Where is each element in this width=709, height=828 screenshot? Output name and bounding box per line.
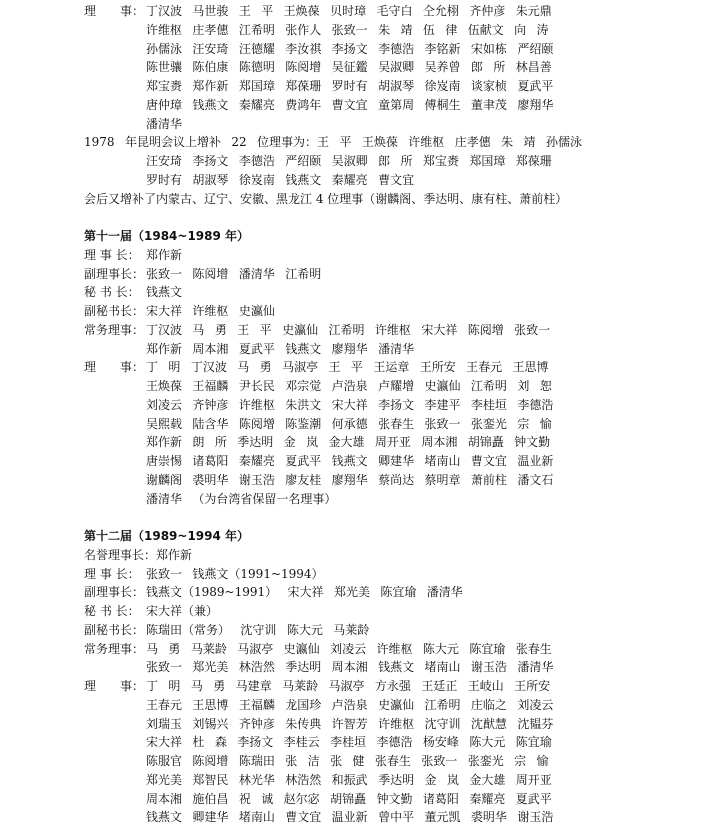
officer-row [84, 546, 694, 565]
standing-council-label: 常务理事： [84, 322, 145, 337]
session-12-heading: 第十二届（1989~1994 年） [84, 529, 250, 543]
standing-council-row [84, 321, 694, 340]
council-label: 理 事： [84, 360, 145, 375]
council-names-line: 王焕葆 王福麟 尹长民 邓宗觉 卢浩泉 卢耀增 史瀛仙 江希明 刘 恕 [146, 379, 552, 393]
officer-row [84, 265, 694, 284]
council-names-line: 陈服官 陈阅增 陈瑞田 张 洁 张 健 张春生 张致一 张銮光 宗 愉 [146, 754, 549, 768]
council-names-line: 许维枢 庄孝僡 江希明 张作人 张致一 朱 靖 伍 律 伍献文 向 涛 [146, 22, 549, 37]
officer-names: 钱燕文 [146, 285, 183, 300]
officer-row [84, 565, 694, 584]
standing-council-names-line: 马 勇 马莱龄 马淑亭 史瀛仙 刘凌云 许维枢 陈大元 陈宜瑜 张春生 [146, 641, 552, 656]
officer-row [84, 246, 694, 265]
council-names-line: 吴熙载 陆含华 陈阅增 陈鉴潮 何承德 张春生 张致一 张銮光 宗 愉 [146, 416, 552, 431]
council-names-line: 谢麟阁 裘明华 谢玉浩 廖友桂 廖翔华 蔡尚达 蔡明章 萧前柱 潘文石 [146, 472, 554, 487]
council-names-line: 刘瑞玉 刘锡兴 齐钟彦 朱传典 许智芳 许维枢 沈守训 沈猷慧 沈韫芬 [146, 716, 554, 731]
standing-council-label: 常务理事： [84, 641, 145, 656]
council-names-line: 周本湘 施伯昌 祝 诚 赵尔宓 胡锦矗 钟文勤 诸葛阳 秦耀亮 夏武平 [146, 791, 552, 806]
officer-names: 张致一 钱燕文（1991~1994） [146, 566, 324, 581]
standing-council-names-line: 张致一 郑光美 林浩然 季达明 周本湘 钱燕文 堵南山 谢玉浩 潘清华 [146, 660, 554, 675]
council-names-line: 孙儒泳 汪安琦 汪德耀 李汝祺 李扬文 李德浩 李铭新 宋如栋 严绍颐 [146, 41, 554, 56]
document-page [84, 2, 694, 827]
addendum-names-line: 罗时有 胡淑琴 徐岌南 钱燕文 秦耀亮 曹文宜 [146, 172, 415, 187]
addendum-first-line: 1978 年昆明会议上增补 22 位理事为：王 平 王焕葆 许维枢 庄孝僡 朱 靖 孙儒泳 [84, 135, 582, 150]
officer-row [84, 302, 694, 321]
council-label: 理 事： [84, 679, 145, 693]
officer-names: 宋大祥（兼） [146, 604, 219, 618]
council-names-line: 刘凌云 齐钟彦 许维枢 朱洪文 宋大祥 李扬文 李建平 李桂垣 李德浩 [146, 397, 554, 412]
officer-label: 副秘书长： [84, 304, 145, 318]
standing-council-names-line: 丁汉波 马 勇 王 平 史瀛仙 江希明 许维枢 宋大祥 陈阅增 张致一 [146, 322, 551, 337]
standing-council-names-line: 郑作新 周本湘 夏武平 钱燕文 廖翔华 潘清华 [146, 341, 415, 356]
council-names-line: 丁汉波 马世骏 王 平 王焕葆 贝时璋 毛守白 仝允栩 齐仲彦 朱元鼎 [146, 4, 552, 18]
officer-label: 秘 书 长： [84, 604, 140, 618]
council-names-line: 郑作新 朗 所 季达明 金 岚 金大雄 周开亚 周本湘 胡锦矗 钟文勤 [146, 435, 551, 450]
officer-row [84, 583, 694, 602]
officer-names: 陈瑞田（常务） 沈守训 陈大元 马莱龄 [146, 622, 370, 637]
council-names-line: 陈世骧 陈伯康 陈德明 陈阅增 吴征鑑 吴淑卿 吴养曾 郎 所 林昌善 [146, 60, 552, 75]
council-names-line: 郑宝赉 郑作新 郑国璋 郑葆珊 罗时有 胡淑琴 徐岌南 谈家桢 夏武平 [146, 79, 554, 93]
officer-names: 钱燕文（1989~1991） 宋大祥 郑光美 陈宜瑜 潘清华 [146, 585, 463, 600]
council-label: 理 事： [84, 4, 145, 18]
standing-council-row [84, 640, 694, 659]
council-row [84, 2, 694, 21]
officer-label: 理 事 长： [84, 247, 140, 262]
officer-row [84, 283, 694, 302]
council-names-line: 唐仲璋 钱燕文 秦耀亮 费鸿年 曹文宜 童第周 傅桐生 董聿茂 廖翔华 [146, 97, 554, 112]
council-names-line: 潘清华 [146, 116, 183, 131]
officer-row [84, 602, 694, 621]
officer-label: 副理事长： [84, 585, 145, 600]
officer-row [84, 621, 694, 640]
council-names-line: 丁 明 丁汉波 马 勇 马淑亭 王 平 王运章 王所安 王春元 王思博 [146, 360, 549, 375]
officer-names: 宋大祥 许维枢 史瀛仙 [146, 304, 275, 318]
officer-label: 副秘书长： [84, 622, 145, 637]
council-names-line: 丁 明 马 勇 马建章 马莱龄 马淑亭 方永强 王廷正 王岐山 王所安 [146, 679, 551, 693]
officer-label: 名誉理事长： [84, 547, 157, 562]
council-names-line: 宋大祥 杜 森 李扬文 李桂云 李桂垣 李德浩 杨安峰 陈大元 陈宜瑜 [146, 735, 552, 750]
officer-label: 副理事长： [84, 266, 145, 281]
council-names-line: 王春元 王思博 王福麟 龙国珍 卢浩泉 史瀛仙 江希明 庄临之 刘凌云 [146, 697, 554, 712]
council-names-line: 唐崇惕 诸葛阳 秦耀亮 夏武平 钱燕文 卿建华 堵南山 曹文宜 温业新 [146, 454, 554, 468]
session-11-heading: 第十一届（1984~1989 年） [84, 229, 250, 243]
officer-names: 张致一 陈阅增 潘清华 江希明 [146, 266, 322, 281]
officer-names: 郑作新 [156, 547, 193, 562]
council-names-line: 钱燕文 卿建华 堵南山 曹文宜 温业新 曾中平 董元凯 裘明华 谢玉浩 [146, 810, 554, 825]
council-names-line: 郑光美 郑智民 林光华 林浩然 和振武 季达明 金 岚 金大雄 周开亚 [146, 772, 552, 787]
council-names-line: 潘清华 （为台湾省保留一名理事） [146, 491, 337, 506]
council-row [84, 677, 694, 696]
addendum-after-line: 会后又增补了内蒙古、辽宁、安徽、黑龙江 4 位理事（谢麟阁、季达明、康有柱、萧前柱） [84, 191, 568, 206]
officer-label: 秘 书 长： [84, 285, 140, 300]
officer-names: 郑作新 [146, 247, 183, 262]
council-row [84, 358, 694, 377]
addendum-names-line: 汪安琦 李扬文 李德浩 严绍颐 吴淑卿 郎 所 郑宝赉 郑国璋 郑葆珊 [146, 154, 552, 168]
officer-label: 理 事 长： [84, 566, 140, 581]
